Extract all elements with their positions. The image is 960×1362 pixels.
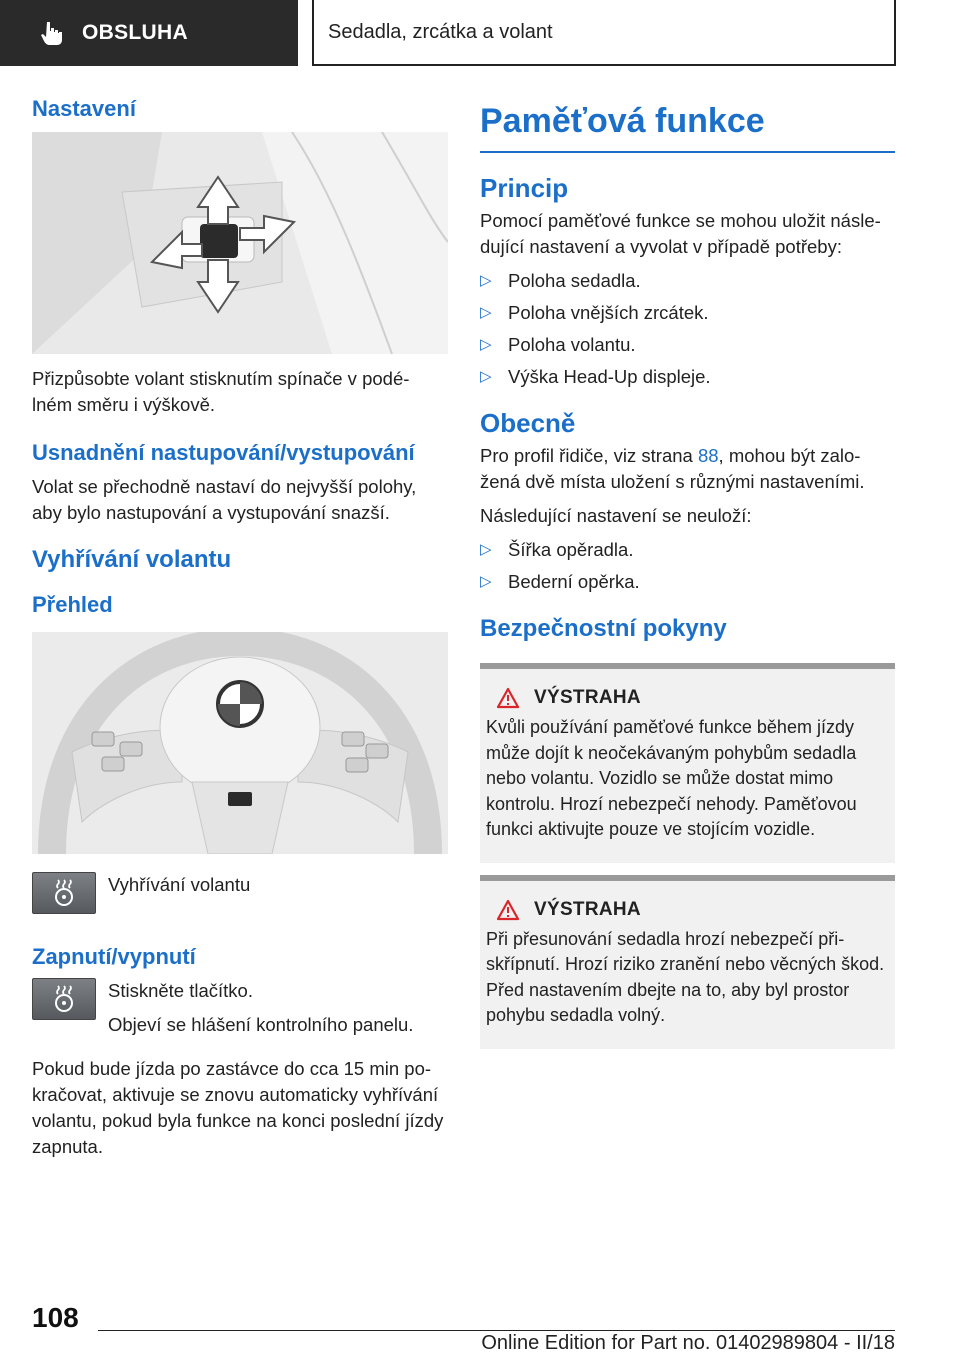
page-header — [0, 0, 960, 66]
paragraph-princip: Pomocí paměťové funkce se mohou uložit násle-dující nastavení a vyvolat v případě potřeby: — [480, 210, 881, 257]
heading-obecne: Obecně — [480, 408, 576, 438]
page-footer — [0, 1290, 960, 1362]
paragraph-nastaveni: Přizpůsobte volant stisknutím spínače v podé-lném směru i výškově. — [32, 368, 410, 415]
warning-triangle-icon — [496, 687, 520, 709]
not-saved-list — [480, 537, 895, 595]
section-tab[interactable] — [0, 0, 298, 66]
list-item: ▷ Poloha volantu. — [480, 332, 895, 358]
paragraph-nasledujici: Následující nastavení se neuloží: — [480, 505, 752, 526]
hand-pointer-icon — [38, 20, 64, 46]
warning-header — [486, 899, 885, 921]
right-column — [480, 96, 895, 1049]
list-item: ▷ Poloha vnějších zrcátek. — [480, 300, 895, 326]
list-item: ▷ Výška Head-Up displeje. — [480, 364, 895, 390]
heading-bezpecnostni: Bezpečnostní pokyny — [480, 615, 727, 642]
steering-adjust-figure — [32, 132, 448, 354]
heading-prehled: Přehled — [32, 592, 113, 617]
warning-box-1 — [480, 663, 895, 863]
warning-box-2 — [480, 875, 895, 1049]
triangle-bullet-icon: ▷ — [480, 304, 492, 321]
steering-wheel-heat-icon — [49, 878, 79, 908]
triangle-bullet-icon: ▷ — [480, 368, 492, 385]
paragraph-obecne: Pro profil řidiče, viz strana 88, mohou být zalo-žená dvě místa uložení s různými nastaveními. — [480, 445, 865, 492]
heating-icon-label: Vyhřívání volantu — [108, 874, 251, 895]
triangle-bullet-icon: ▷ — [480, 573, 492, 590]
triangle-bullet-icon: ▷ — [480, 272, 492, 289]
steering-column-illustration — [32, 132, 448, 354]
footer-divider — [98, 1330, 895, 1331]
list-item: ▷ Šířka opěradla. — [480, 537, 895, 563]
steering-heat-button-icon — [32, 872, 96, 914]
paragraph-pokud: Pokud bude jízda po zastávce do cca 15 min po-kračovat, aktivuje se znovu automaticky vyhřívání volantu, pokud byla funkce na konci poslední jízdy zapnuta. — [32, 1058, 444, 1157]
chapter-title: Sedadla, zrcátka a volant — [312, 0, 896, 66]
heading-nastaveni: Nastavení — [32, 96, 136, 121]
section-label: OBSLUHA — [82, 21, 188, 44]
toggle-step-row — [32, 978, 448, 1038]
warning-triangle-icon — [496, 899, 520, 921]
paragraph-usnadneni: Volat se přechodně nastaví do nejvyšší polohy, aby bylo nastupování a vystupování snazší. — [32, 476, 417, 523]
step-panel-message: Objeví se hlášení kontrolního panelu. — [108, 1014, 414, 1035]
steering-wheel-heat-icon — [49, 984, 79, 1014]
triangle-bullet-icon: ▷ — [480, 541, 492, 558]
page-title: Paměťová funkce — [480, 96, 895, 153]
steering-heat-button[interactable] — [32, 978, 96, 1020]
heating-icon-row — [32, 872, 448, 914]
left-column — [32, 96, 448, 1160]
triangle-bullet-icon: ▷ — [480, 336, 492, 353]
steering-wheel-illustration — [32, 632, 448, 854]
memory-settings-list — [480, 268, 895, 390]
warning-label: VÝSTRAHA — [534, 898, 641, 920]
edition-text: Online Edition for Part no. 01402989804 - II/18 — [481, 1332, 895, 1354]
page-number: 108 — [32, 1302, 79, 1333]
warning-header — [486, 687, 885, 709]
heading-vyhrivani: Vyhřívání volantu — [32, 546, 232, 573]
page-link-88[interactable]: 88 — [697, 445, 719, 466]
heading-usnadneni: Usnadnění nastupování/vystupování — [32, 440, 415, 465]
warning-text-1: Kvůli používání paměťové funkce během jízdy může dojít k neočekávaným pohybům sedadla nebo volantu. Vozidlo se může dostat mimo kontrolu. Hrozí nebezpečí nehody. Paměťovou funkci aktivujte pouze ve stojícím vozidle. — [486, 717, 857, 839]
list-item: ▷ Bederní opěrka. — [480, 569, 895, 595]
steering-wheel-figure — [32, 632, 448, 854]
heading-princip: Princip — [480, 173, 569, 203]
warning-text-2: Při přesunování sedadla hrozí nebezpečí při-skřípnutí. Hrozí riziko zranění nebo věcných škod. Před nastavením dbejte na to, aby byl prostor pohybu sedadla volný. — [486, 928, 885, 1025]
list-item: ▷ Poloha sedadla. — [480, 268, 895, 294]
step-press-button: Stiskněte tlačítko. — [108, 980, 253, 1001]
heading-zapnuti: Zapnutí/vypnutí — [32, 944, 196, 969]
warning-label: VÝSTRAHA — [534, 687, 641, 708]
